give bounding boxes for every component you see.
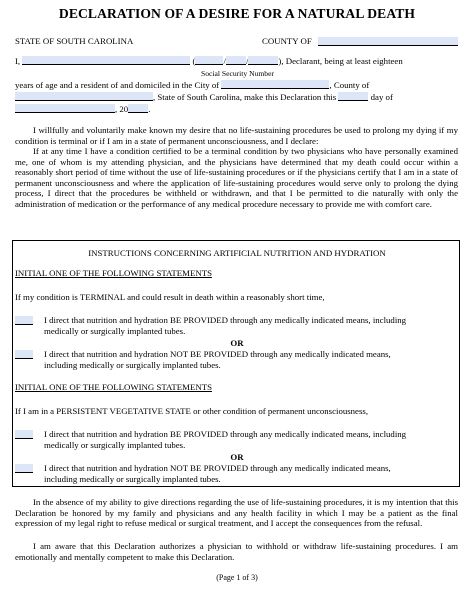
county-field[interactable] [318,37,458,46]
section2-option2-initial-field[interactable] [15,464,33,473]
section2-option1-line1: I direct that nutrition and hydration BE PROVIDED through any medically indicated means, including [44,429,407,439]
document-title: DECLARATION OF A DESIRE FOR A NATURAL DEATH [58,6,416,21]
section1-option1-line1: I direct that nutrition and hydration BE PROVIDED through any medically indicated means, including [44,315,407,325]
section2-option2-line1: I direct that nutrition and hydration NOT BE PROVIDED through any medically indicated means, [44,463,391,473]
section2-option1-initial-field[interactable] [15,430,33,439]
section1-option2-initial-field[interactable] [15,350,33,359]
ssn-part3-field[interactable] [245,56,278,66]
state-text: , State of South Carolina, make this Declaration this [153,92,337,102]
year-field[interactable] [128,104,151,114]
county-of-text: , County of [329,80,370,90]
page-number: (Page 1 of 3) [216,573,258,582]
declarant-text: Declarant, being at least eighteen [285,56,403,66]
section1-option2-line1: I direct that nutrition and hydration NOT BE PROVIDED through any medically indicated means, [44,349,391,359]
closing-paragraph-1: In the absence of my ability to give directions regarding the use of life-sustaining procedures, it is my intention that this Declaration be honored by my family and physicians and any health facility in which I may be a patient as the final expression of my legal right to refuse medical or surgical treatment, and I accept the consequences from the refusal. [15,497,458,529]
section1-condition: If my condition is TERMINAL and could result in death within a reasonably short time, [15,292,325,302]
section1-option2-line2: including medically or surgically implanted tubes. [44,360,221,370]
section2-heading: INITIAL ONE OF THE FOLLOWING STATEMENTS [15,382,212,392]
section1-option1-initial-field[interactable] [15,316,33,325]
ssn-part2-field[interactable] [226,56,249,66]
state-label: STATE OF SOUTH CAROLINA [15,36,134,46]
ssn-part1-field[interactable] [192,56,226,66]
city-field[interactable] [221,80,329,89]
ssn-close: ), [278,56,284,66]
ssn-caption: Social Security Number [201,69,274,78]
county-residence-field[interactable] [15,92,153,101]
county-label: COUNTY OF [262,36,312,46]
closing-paragraph-2: I am aware that this Declaration authorizes a physician to withhold or withdraw life-sustaining procedures. I am emotionally and mentally competent to make this Declaration. [15,541,458,562]
year-period: . [148,104,151,114]
section1-option1-line2: medically or surgically implanted tubes. [44,326,186,336]
day-field[interactable] [338,92,368,101]
declarant-name-field[interactable] [22,56,190,65]
residence-text: years of age and a resident of and domiciled in the City of [15,80,220,90]
declaration-paragraph-2: If at any time I have a condition certified to be a terminal condition by two physicians who have personally examined me, one of whom is my attending physician, and the physicians have determined that my death could occur within a reasonably short period of time without the use of life-sustaining procedures or if the physicians certify that I am in a state of permanent unconsciousness and where the application of life-sustaining procedures would serve only to prolong the dying process, I direct that the procedures be withheld or withdrawn, and that I be permitted to die naturally with only the administration of medication or the performance of any medical procedure necessary to provide me with comfort care. [15,146,458,209]
i-prefix: I, [15,56,21,66]
ssn-sep2: / [245,56,249,66]
section2-option2-line2: including medically or surgically implanted tubes. [44,474,221,484]
ssn-open: ( [192,56,196,66]
day-of-text: day of [370,92,393,102]
section2-condition: If I am in a PERSISTENT VEGETATIVE STATE or other condition of permanent unconsciousness, [15,406,369,416]
instructions-heading: INSTRUCTIONS CONCERNING ARTIFICIAL NUTRITION AND HYDRATION [88,248,386,258]
section2-or: OR [230,452,244,462]
section1-heading: INITIAL ONE OF THE FOLLOWING STATEMENTS [15,268,212,278]
section1-or: OR [230,338,244,348]
declaration-paragraph-1: I willfully and voluntarily make known my desire that no life-sustaining procedures be used to prolong my dying if my condition is terminal or if I am in a state of permanent unconsciousness, and I declare: [15,125,458,146]
year-prefix: , 20 [115,104,129,114]
section2-option1-line2: medically or surgically implanted tubes. [44,440,186,450]
ssn-sep1: / [223,56,226,66]
month-field[interactable] [15,104,115,113]
